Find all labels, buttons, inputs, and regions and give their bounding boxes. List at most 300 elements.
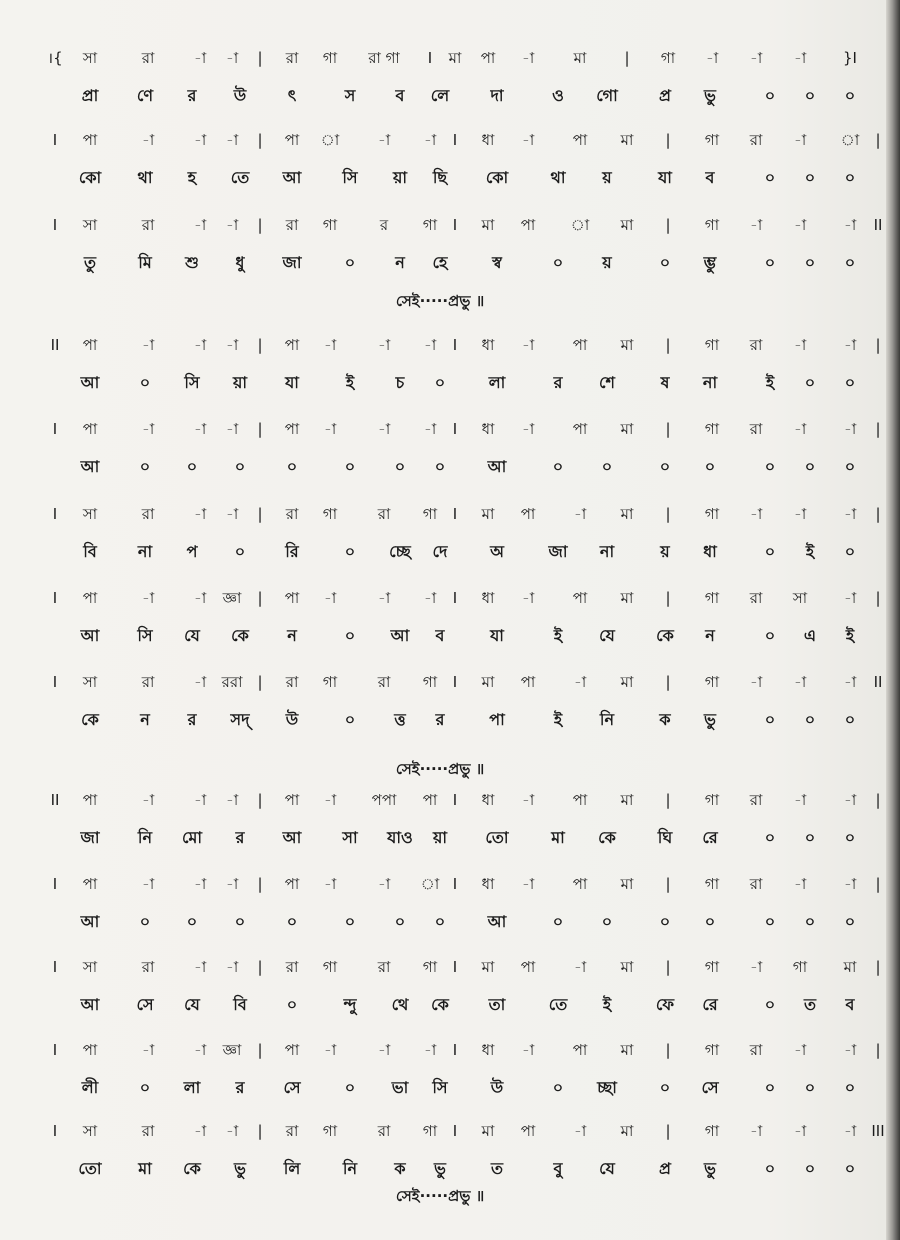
swara-note: পা (284, 336, 300, 354)
lyric-syllable: সে (283, 1078, 301, 1097)
swara-note: -া (225, 131, 239, 149)
swara-note: -া (843, 336, 857, 354)
lyric-syllable: র (235, 828, 245, 847)
lyric-syllable: সে (701, 1078, 719, 1097)
lyric-syllable: জা (80, 828, 100, 847)
swara-row (0, 664, 883, 700)
lyric-syllable: ভু (704, 1159, 716, 1178)
lyric-syllable: ই (602, 995, 612, 1014)
lyric-syllable: এ (803, 626, 817, 645)
lyric-row (0, 1070, 880, 1106)
lyric-syllable: উ (285, 710, 299, 729)
swara-note: I (52, 420, 58, 438)
lyric-syllable: কে (431, 995, 449, 1014)
lyric-row (0, 702, 880, 738)
swara-note: পা (572, 589, 588, 607)
swara-note: -া (193, 875, 207, 893)
swara-note: -া (323, 336, 337, 354)
lyric-syllable: ক (659, 710, 671, 729)
lyric-syllable: না (702, 373, 718, 392)
swara-note: -া (423, 420, 437, 438)
lyric-syllable: ণে (136, 86, 154, 105)
lyric-syllable: আ (487, 912, 507, 931)
lyric-syllable: তে (230, 168, 250, 187)
lyric-syllable: আ (80, 912, 100, 931)
swara-note: -া (193, 336, 207, 354)
swara-note: রা (749, 336, 763, 354)
swara-row (0, 1032, 880, 1068)
lyric-syllable: ০ (764, 995, 776, 1014)
lyric-syllable: ০ (186, 912, 198, 931)
swara-row (0, 40, 880, 76)
swara-note: I (452, 420, 458, 438)
lyric-syllable: সদ্ (230, 710, 250, 729)
swara-note: রা (749, 875, 763, 893)
lyric-syllable: ০ (344, 1078, 356, 1097)
lyric-syllable: ০ (844, 253, 856, 272)
lyric-syllable: র (553, 373, 563, 392)
swara-note: ররা (221, 673, 243, 691)
swara-note: গা (704, 958, 720, 976)
swara-note: -া (793, 673, 807, 691)
lyric-syllable: জা (282, 253, 302, 272)
notation-line (0, 949, 880, 1029)
lyric-syllable: রে (702, 995, 718, 1014)
lyric-syllable: থা (137, 168, 153, 187)
lyric-syllable: মো (181, 828, 203, 847)
lyric-syllable: তো (78, 1159, 102, 1178)
lyric-syllable: পা (489, 710, 505, 729)
lyric-syllable: ০ (394, 457, 406, 476)
lyric-syllable: ঘি (657, 828, 673, 847)
lyric-syllable: ব (435, 626, 445, 645)
swara-note: | (875, 875, 881, 893)
swara-note: সা (82, 1122, 98, 1140)
swara-note: মা (620, 875, 634, 893)
lyric-syllable: স (344, 86, 356, 105)
lyric-syllable: বি (83, 542, 97, 561)
lyric-syllable: ০ (844, 912, 856, 931)
swara-note: I (52, 131, 58, 149)
swara-note: | (875, 420, 881, 438)
swara-note: II (873, 216, 883, 234)
lyric-syllable: য় (602, 253, 612, 272)
swara-note: গা (704, 336, 720, 354)
swara-note: -া (225, 1122, 239, 1140)
lyric-syllable: র (187, 710, 197, 729)
swara-note: -া (193, 420, 207, 438)
swara-note: -া (749, 216, 763, 234)
swara-note: গা (322, 49, 338, 67)
lyric-syllable: সি (432, 1078, 448, 1097)
swara-note: -া (141, 589, 155, 607)
lyric-row (0, 1151, 880, 1187)
lyric-syllable: স্ব (492, 253, 502, 272)
lyric-syllable: য়া (432, 828, 448, 847)
notation-line (0, 1032, 880, 1112)
lyric-syllable: ব (845, 995, 855, 1014)
lyric-syllable: ০ (804, 457, 816, 476)
swara-note: -া (193, 505, 207, 523)
lyric-syllable: ০ (764, 828, 776, 847)
swara-row (0, 327, 880, 363)
refrain-line: সেই·····প্রভু ॥ (395, 760, 485, 778)
lyric-syllable: ই (845, 626, 855, 645)
swara-note: পা (572, 1041, 588, 1059)
lyric-syllable: ০ (394, 912, 406, 931)
notation-line (0, 1113, 885, 1193)
lyric-syllable: ০ (764, 86, 776, 105)
lyric-row (0, 820, 880, 856)
lyric-syllable: ৎ (287, 86, 297, 105)
swara-note: -া (749, 505, 763, 523)
lyric-syllable: ০ (552, 1078, 564, 1097)
swara-note: I (452, 589, 458, 607)
swara-note: | (257, 589, 263, 607)
lyric-row (0, 987, 880, 1023)
swara-note: গা (422, 216, 438, 234)
swara-note: -া (705, 49, 719, 67)
lyric-syllable: চ্ছা (597, 1078, 617, 1097)
notation-line (0, 664, 883, 744)
lyric-syllable: ০ (552, 253, 564, 272)
swara-note: -া (377, 875, 391, 893)
swara-note: -া (521, 1041, 535, 1059)
swara-note: ধা (481, 791, 495, 809)
swara-note: -া (141, 420, 155, 438)
swara-note: রা (141, 216, 155, 234)
refrain-line: সেই·····প্রভু ॥ (395, 1187, 485, 1205)
book-gutter (886, 0, 900, 1240)
lyric-syllable: ০ (804, 168, 816, 187)
lyric-syllable: ০ (804, 373, 816, 392)
notation-line (0, 411, 880, 491)
swara-note: -া (843, 420, 857, 438)
swara-note: -া (377, 1041, 391, 1059)
swara-note: -া (193, 216, 207, 234)
lyric-syllable: লা (488, 373, 506, 392)
swara-note: গা (422, 1122, 438, 1140)
lyric-syllable: চ (395, 373, 405, 392)
lyric-syllable: ভু (704, 710, 716, 729)
lyric-syllable: ন (705, 626, 715, 645)
swara-note: I (452, 1122, 458, 1140)
swara-note: I (52, 1122, 58, 1140)
lyric-syllable: ন (287, 626, 297, 645)
lyric-syllable: য়া (392, 168, 408, 187)
swara-note: গা (704, 505, 720, 523)
lyric-syllable: মি (138, 253, 152, 272)
swara-note: রা (141, 505, 155, 523)
swara-note: গা (322, 1122, 338, 1140)
lyric-syllable: ছি (432, 168, 448, 187)
lyric-syllable: ০ (804, 828, 816, 847)
lyric-syllable: যে (184, 626, 200, 645)
lyric-syllable: ০ (804, 710, 816, 729)
lyric-syllable: ০ (552, 912, 564, 931)
swara-row (0, 496, 880, 532)
lyric-syllable: ০ (764, 912, 776, 931)
lyric-row (0, 618, 880, 654)
swara-note: -া (193, 958, 207, 976)
swara-note: | (875, 589, 881, 607)
lyric-row (0, 534, 880, 570)
lyric-syllable: প্র (659, 1159, 671, 1178)
swara-note: পা (82, 1041, 98, 1059)
lyric-syllable: ০ (844, 1159, 856, 1178)
lyric-syllable: মা (138, 1159, 152, 1178)
swara-note: -া (141, 875, 155, 893)
lyric-syllable: ০ (844, 710, 856, 729)
lyric-syllable: ০ (234, 457, 246, 476)
swara-note: | (665, 216, 671, 234)
swara-note: | (257, 420, 263, 438)
swara-note: রা (749, 131, 763, 149)
notation-line (0, 782, 880, 862)
lyric-syllable: ০ (804, 86, 816, 105)
lyric-syllable: ই (553, 710, 563, 729)
lyric-syllable: যা (658, 168, 672, 187)
swara-note: -া (225, 420, 239, 438)
lyric-syllable: দা (490, 86, 504, 105)
lyric-syllable: অ (490, 542, 504, 561)
swara-note: -া (323, 1041, 337, 1059)
swara-note: মা (620, 420, 634, 438)
lyric-syllable: আ (80, 995, 100, 1014)
lyric-syllable: কে (183, 1159, 201, 1178)
lyric-syllable: ০ (234, 912, 246, 931)
notation-line (0, 866, 880, 946)
lyric-syllable: যে (599, 1159, 615, 1178)
swara-note: মা (481, 673, 495, 691)
lyric-syllable: ০ (844, 86, 856, 105)
lyric-syllable: ০ (764, 1159, 776, 1178)
lyric-syllable: ব (705, 168, 715, 187)
swara-note: -া (843, 216, 857, 234)
lyric-syllable: তু (83, 253, 97, 272)
lyric-syllable: থে (391, 995, 409, 1014)
lyric-syllable: ভু (434, 1159, 446, 1178)
swara-note: পা (82, 420, 98, 438)
lyric-row (0, 78, 880, 114)
swara-note: রা (285, 216, 299, 234)
lyric-syllable: ও (552, 86, 564, 105)
swara-note: -া (377, 589, 391, 607)
lyric-row (0, 904, 880, 940)
swara-note: গা (704, 589, 720, 607)
swara-note: | (875, 505, 881, 523)
lyric-syllable: গো (596, 86, 618, 105)
swara-note: মা (573, 49, 587, 67)
swara-note: -া (377, 336, 391, 354)
lyric-syllable: ধা (703, 542, 717, 561)
swara-note: রা (285, 1122, 299, 1140)
lyric-syllable: আ (487, 457, 507, 476)
swara-note: -া (323, 875, 337, 893)
lyric-syllable: ০ (286, 912, 298, 931)
lyric-syllable: আ (80, 457, 100, 476)
lyric-syllable: তো (485, 828, 509, 847)
lyric-syllable: ষ (660, 373, 670, 392)
swara-note: -া (225, 875, 239, 893)
lyric-syllable: হে (432, 253, 448, 272)
lyric-syllable: ত (803, 995, 817, 1014)
swara-note: -া (749, 1122, 763, 1140)
swara-note: -া (573, 673, 587, 691)
lyric-syllable: ০ (552, 457, 564, 476)
lyric-row (0, 449, 880, 485)
lyric-syllable: সা (342, 828, 358, 847)
lyric-syllable: ক (394, 1159, 406, 1178)
swara-note: জ্ঞা (222, 1041, 242, 1059)
swara-note: | (875, 791, 881, 809)
swara-note: I (427, 49, 433, 67)
swara-note: I (52, 673, 58, 691)
swara-note: -া (749, 958, 763, 976)
swara-note: | (875, 336, 881, 354)
swara-note: পা (422, 791, 438, 809)
notation-line (0, 327, 880, 407)
swara-note: পা (572, 131, 588, 149)
swara-row (0, 1113, 885, 1149)
lyric-syllable: তা (488, 995, 506, 1014)
swara-note: | (257, 131, 263, 149)
lyric-syllable: প্র (659, 86, 671, 105)
swara-note: গা (322, 673, 338, 691)
swara-note: পা (572, 791, 588, 809)
swara-note: পা (82, 131, 98, 149)
swara-note: মা (843, 958, 857, 976)
swara-note: সা (82, 673, 98, 691)
swara-note: -া (225, 791, 239, 809)
swara-note: রা (285, 505, 299, 523)
notation-line (0, 40, 880, 120)
lyric-syllable: জা (548, 542, 568, 561)
swara-note: -া (225, 216, 239, 234)
swara-note: -া (521, 589, 535, 607)
lyric-syllable: লে (430, 86, 450, 105)
swara-note: -া (377, 131, 391, 149)
swara-note: ধা (481, 336, 495, 354)
swara-note: রা (285, 673, 299, 691)
swara-note: গা (704, 875, 720, 893)
lyric-syllable: উ (490, 1078, 504, 1097)
swara-note: -া (323, 420, 337, 438)
swara-note: | (665, 673, 671, 691)
swara-note: রা (141, 958, 155, 976)
lyric-syllable: আ (80, 626, 100, 645)
lyric-syllable: ০ (139, 1078, 151, 1097)
lyric-syllable: ০ (704, 912, 716, 931)
swara-note: সা (82, 958, 98, 976)
lyric-syllable: যে (599, 626, 615, 645)
lyric-syllable: ভু (704, 86, 716, 105)
swara-note: -া (793, 505, 807, 523)
lyric-syllable: ০ (234, 542, 246, 561)
swara-note: মা (620, 589, 634, 607)
lyric-syllable: য় (602, 168, 612, 187)
swara-note: -া (521, 791, 535, 809)
lyric-syllable: চ্ছে (389, 542, 411, 561)
swara-note: -া (749, 49, 763, 67)
lyric-syllable: না (599, 542, 615, 561)
swara-note: ধা (481, 420, 495, 438)
swara-note: -া (141, 1041, 155, 1059)
lyric-syllable: ০ (804, 253, 816, 272)
lyric-syllable: লি (283, 1159, 301, 1178)
lyric-syllable: ০ (434, 457, 446, 476)
lyric-syllable: বি (233, 995, 247, 1014)
lyric-syllable: প্রা (81, 86, 99, 105)
swara-note: -া (423, 336, 437, 354)
lyric-syllable: যা (490, 626, 504, 645)
swara-note: রা (141, 49, 155, 67)
swara-note: রা (377, 505, 391, 523)
lyric-syllable: ০ (344, 626, 356, 645)
swara-note: -া (573, 505, 587, 523)
swara-note: -া (793, 875, 807, 893)
lyric-syllable: র (435, 710, 445, 729)
swara-note: -া (521, 131, 535, 149)
swara-note: | (624, 49, 630, 67)
swara-note: া (840, 131, 860, 149)
lyric-syllable: তে (548, 995, 568, 1014)
swara-note: -া (521, 875, 535, 893)
swara-note: -া (323, 791, 337, 809)
swara-note: | (257, 505, 263, 523)
lyric-syllable: ০ (804, 1159, 816, 1178)
swara-note: রা (749, 589, 763, 607)
swara-note: -া (843, 505, 857, 523)
swara-note: | (875, 958, 881, 976)
swara-note: রা গা (368, 49, 400, 67)
lyric-syllable: ০ (659, 912, 671, 931)
swara-note: গা (704, 791, 720, 809)
lyric-syllable: ০ (764, 710, 776, 729)
swara-note: | (257, 1122, 263, 1140)
lyric-syllable: ভু (234, 1159, 246, 1178)
swara-note: গা (704, 673, 720, 691)
swara-note: মা (620, 505, 634, 523)
swara-note: মা (620, 216, 634, 234)
lyric-syllable: ন্দু (343, 995, 357, 1014)
swara-note: -া (377, 420, 391, 438)
lyric-syllable: যাও (387, 828, 413, 847)
lyric-syllable: ন (140, 710, 150, 729)
swara-note: | (875, 131, 881, 149)
lyric-syllable: ফে (655, 995, 675, 1014)
swara-note: -া (423, 131, 437, 149)
lyric-syllable: ই (553, 626, 563, 645)
notation-line (0, 580, 880, 660)
swara-row (0, 207, 883, 243)
swara-note: I (452, 958, 458, 976)
swara-note: -া (521, 336, 535, 354)
swara-note: -া (793, 791, 807, 809)
swara-note: গা (322, 216, 338, 234)
swara-note: -া (793, 336, 807, 354)
lyric-syllable: সে (136, 995, 154, 1014)
swara-note: মা (448, 49, 462, 67)
swara-note: মা (481, 958, 495, 976)
lyric-syllable: ০ (344, 253, 356, 272)
swara-note: -া (323, 589, 337, 607)
lyric-syllable: ব (395, 86, 405, 105)
swara-note: -া (521, 49, 535, 67)
lyric-syllable: ০ (764, 253, 776, 272)
lyric-syllable: ০ (704, 457, 716, 476)
lyric-syllable: নি (342, 1159, 358, 1178)
